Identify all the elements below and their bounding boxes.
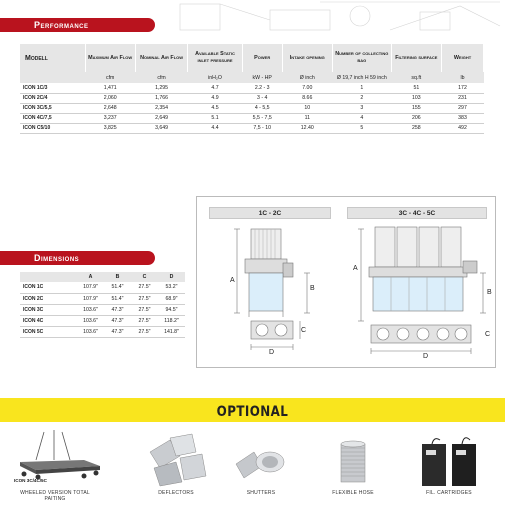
dim-label-c-right: C xyxy=(485,331,491,338)
column-header: Maximum Air Flow xyxy=(85,44,135,72)
shutter-icon xyxy=(234,446,290,482)
table-cell: 492 xyxy=(442,123,484,133)
table-cell: 3,825 xyxy=(85,123,135,133)
table-row xyxy=(20,304,185,315)
unit-cell: Ø 19,7 inch H 59 inch xyxy=(332,72,391,83)
unit-cell xyxy=(20,72,85,83)
dim-label-c-left: C xyxy=(301,327,307,334)
table-cell: 172 xyxy=(442,83,484,93)
table-cell: 3 xyxy=(332,103,391,113)
table-cell: 27.5" xyxy=(131,293,158,304)
table-cell: 2,649 xyxy=(135,113,187,123)
table-cell: 4.4 xyxy=(188,123,243,133)
table-cell: 47.3" xyxy=(104,304,131,315)
unit-cell: cfm xyxy=(135,72,187,83)
table-cell: 2,648 xyxy=(85,103,135,113)
table-cell: 3,237 xyxy=(85,113,135,123)
model-cell: ICON 1C xyxy=(20,282,77,293)
table-cell: 258 xyxy=(391,123,441,133)
table-row xyxy=(20,103,484,113)
optional-label-wheeled: WHEELED VERSION TOTAL PAITING xyxy=(20,490,90,502)
model-cell: ICON 5C xyxy=(20,326,77,337)
table-cell: 103.6" xyxy=(77,304,104,315)
column-header: D xyxy=(158,272,185,282)
model-cell: ICON 4C/7,5 xyxy=(20,113,85,123)
units-row xyxy=(20,72,484,83)
table-row xyxy=(20,83,484,93)
column-header: Power xyxy=(242,44,282,72)
model-cell: ICON 3C/5,5 xyxy=(20,103,85,113)
table-cell: 27.5" xyxy=(131,282,158,293)
unit-cell: inH₂O xyxy=(188,72,243,83)
model-cell: ICON 2C/4 xyxy=(20,93,85,103)
table-cell: 27.5" xyxy=(131,326,158,337)
model-cell: ICON 2C xyxy=(20,293,77,304)
unit-drawing-1c-2c xyxy=(197,221,342,367)
table-cell: 7,5 - 10 xyxy=(242,123,282,133)
unit-cell: cfm xyxy=(85,72,135,83)
wheeled-frame-icon xyxy=(14,430,104,480)
table-cell: 2 xyxy=(332,93,391,103)
column-header: C xyxy=(131,272,158,282)
table-cell: 103.6" xyxy=(77,315,104,326)
dimensions-table xyxy=(20,272,185,338)
column-header: Nominal Air Flow xyxy=(135,44,187,72)
optional-label-flexible-hose: FLEXIBLE HOSE xyxy=(332,490,374,496)
dim-label-d-right: D xyxy=(423,353,429,360)
wheeled-version-tag: ICON 3C/4C/5C xyxy=(14,478,47,483)
performance-table xyxy=(20,44,484,134)
unit-cell: sq.ft xyxy=(391,72,441,83)
optional-label-deflectors: DEFLECTORS xyxy=(158,490,194,496)
column-header: Number of collecting bag xyxy=(332,44,391,72)
model-cell: ICON 3C xyxy=(20,304,77,315)
table-cell: 2.2 - 3 xyxy=(242,83,282,93)
model-cell: ICON 4C xyxy=(20,315,77,326)
unit-cell: Ø inch xyxy=(282,72,332,83)
table-cell: 155 xyxy=(391,103,441,113)
column-header: Intake opening xyxy=(282,44,332,72)
optional-label-filter-cartridges: FIL. CARTRIDGES xyxy=(426,490,472,496)
performance-section-header: Performance xyxy=(0,18,155,32)
table-cell: 7.00 xyxy=(282,83,332,93)
table-cell: 141.8" xyxy=(158,326,185,337)
table-cell: 118.2" xyxy=(158,315,185,326)
table-cell: 47.3" xyxy=(104,326,131,337)
table-cell: 94.5" xyxy=(158,304,185,315)
technical-sketch-background xyxy=(160,0,505,38)
column-header xyxy=(20,272,77,282)
table-cell: 4 - 5,5 xyxy=(242,103,282,113)
table-cell: 4.5 xyxy=(188,103,243,113)
column-header: Filtering surface xyxy=(391,44,441,72)
table-cell: 8.66 xyxy=(282,93,332,103)
model-cell: ICON C5/10 xyxy=(20,123,85,133)
table-cell: 2,060 xyxy=(85,93,135,103)
optional-title: OPTIONAL xyxy=(216,404,289,420)
unit-cell: kW - HP xyxy=(242,72,282,83)
table-cell: 27.5" xyxy=(131,315,158,326)
table-cell: 383 xyxy=(442,113,484,123)
table-cell: 4 xyxy=(332,113,391,123)
table-cell: 3 - 4 xyxy=(242,93,282,103)
unit-drawing-3c-4c-5c xyxy=(347,221,495,367)
table-cell: 12.40 xyxy=(282,123,332,133)
table-cell: 11 xyxy=(282,113,332,123)
flexible-hose-icon xyxy=(338,440,368,486)
table-cell: 51 xyxy=(391,83,441,93)
table-cell: 47.3" xyxy=(104,315,131,326)
diagram-label-small: 1C - 2C xyxy=(209,207,331,219)
table-cell: 3,649 xyxy=(135,123,187,133)
table-cell: 1,295 xyxy=(135,83,187,93)
table-cell: 206 xyxy=(391,113,441,123)
performance-header-row xyxy=(20,44,484,72)
dim-label-d-left: D xyxy=(269,349,275,356)
model-cell: ICON 1C/3 xyxy=(20,83,85,93)
unit-cell: lb xyxy=(442,72,484,83)
table-cell: 53.2" xyxy=(158,282,185,293)
table-cell: 231 xyxy=(442,93,484,103)
table-cell: 5.1 xyxy=(188,113,243,123)
column-header: Weight xyxy=(442,44,484,72)
deflector-icon xyxy=(140,432,210,487)
column-header: B xyxy=(104,272,131,282)
table-row xyxy=(20,315,185,326)
table-cell: 4.7 xyxy=(188,83,243,93)
diagram-label-large: 3C - 4C - 5C xyxy=(347,207,487,219)
column-header: Available Static inlet pressure xyxy=(188,44,243,72)
table-cell: 5 xyxy=(332,123,391,133)
table-cell: 1,471 xyxy=(85,83,135,93)
table-cell: 51.4" xyxy=(104,293,131,304)
table-cell: 2,354 xyxy=(135,103,187,113)
table-cell: 1 xyxy=(332,83,391,93)
dim-label-b-right: B xyxy=(487,289,492,296)
table-cell: 27.5" xyxy=(131,304,158,315)
optional-label-shutters: SHUTTERS xyxy=(246,490,276,496)
table-row xyxy=(20,282,185,293)
dim-label-a-right: A xyxy=(353,265,358,272)
dimension-diagram-panel xyxy=(196,196,496,368)
filter-cartridge-icon xyxy=(418,434,480,488)
table-row xyxy=(20,293,185,304)
dim-label-b-left: B xyxy=(310,285,315,292)
dimensions-section-header: Dimensions xyxy=(0,251,155,265)
table-row xyxy=(20,123,484,133)
table-row xyxy=(20,326,185,337)
table-cell: 5,5 - 7,5 xyxy=(242,113,282,123)
table-cell: 10 xyxy=(282,103,332,113)
table-cell: 103 xyxy=(391,93,441,103)
table-cell: 51.4" xyxy=(104,282,131,293)
table-cell: 4.9 xyxy=(188,93,243,103)
table-cell: 107.9" xyxy=(77,293,104,304)
dimensions-header-row xyxy=(20,272,185,282)
table-cell: 107.9" xyxy=(77,282,104,293)
table-cell: 297 xyxy=(442,103,484,113)
dim-label-a-left: A xyxy=(230,277,235,284)
table-row xyxy=(20,113,484,123)
table-cell: 68.9" xyxy=(158,293,185,304)
table-row xyxy=(20,93,484,103)
table-cell: 103.6" xyxy=(77,326,104,337)
table-cell: 1,766 xyxy=(135,93,187,103)
column-header: A xyxy=(77,272,104,282)
column-header: Modell xyxy=(20,44,85,72)
